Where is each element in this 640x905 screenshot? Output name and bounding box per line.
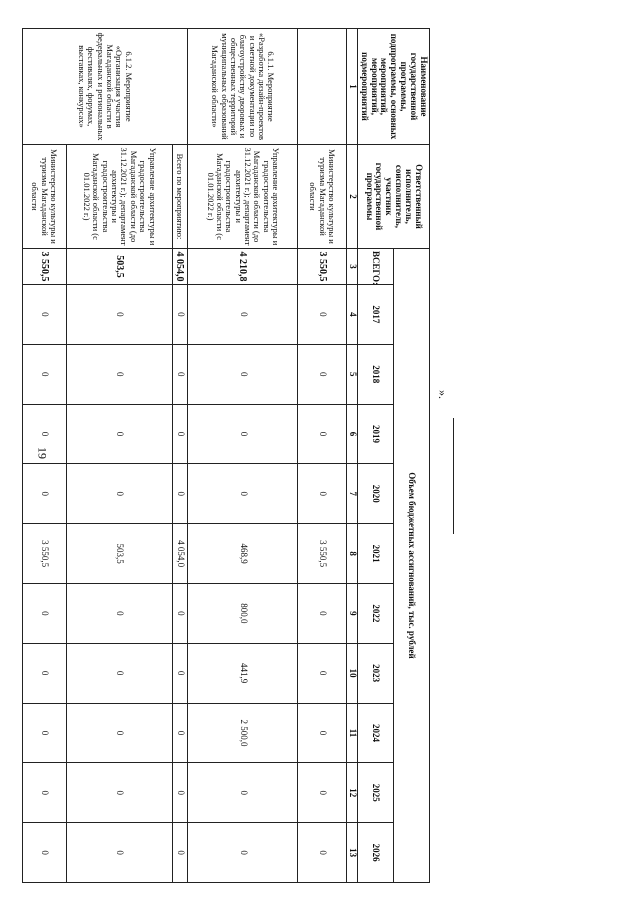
budget-table-wrap [30, 28, 430, 882]
row-value: 0 [66, 643, 172, 703]
column-index: 1 [346, 29, 357, 145]
header-total: ВСЕГО: [357, 249, 393, 285]
row-value: 0 [66, 703, 172, 763]
row-value: 0 [66, 404, 172, 464]
row-name [298, 29, 347, 145]
row-value: 0 [298, 583, 347, 643]
row-executor: Министерство культуры и туризма Магаданской области [298, 145, 347, 249]
row-value: 0 [298, 823, 347, 883]
row-value: 0 [66, 763, 172, 823]
row-value: 0 [188, 763, 298, 823]
row-executor: Управление архитектуры и градостроительства Магаданской области (до 31.12.2021 г.); департамент архитектуры и градостроительства Магаданской области (с 01.01.2022 г.) [66, 145, 172, 249]
row-value: 0 [172, 763, 187, 823]
row-value: 0 [188, 823, 298, 883]
row-value: 0 [66, 823, 172, 883]
row-value: 0 [188, 285, 298, 345]
row-value: 0 [66, 583, 172, 643]
row-value: 0 [22, 344, 66, 404]
row-total: 3 550,5 [22, 249, 66, 285]
row-value: 0 [172, 583, 187, 643]
row-total: 503,5 [66, 249, 172, 285]
row-value: 0 [172, 823, 187, 883]
row-total: 4 210,8 [188, 249, 298, 285]
row-value: 0 [22, 703, 66, 763]
header-name: Наименование государственной программы, подпрограммы, основных мероприятий, мероприятий, подмероприятий [357, 29, 429, 145]
column-index: 10 [346, 643, 357, 703]
row-value: 3 550,5 [298, 524, 347, 584]
column-index: 12 [346, 763, 357, 823]
row-value: 0 [66, 285, 172, 345]
header-year: 2018 [357, 344, 393, 404]
row-value: 0 [22, 823, 66, 883]
row-value: 0 [188, 344, 298, 404]
table-row [188, 29, 298, 883]
end-line [453, 418, 454, 534]
page-number: 19 [35, 447, 50, 459]
column-index: 6 [346, 404, 357, 464]
row-value: 0 [172, 404, 187, 464]
row-executor: Министерство культуры и туризма Магаданской области [22, 145, 66, 249]
row-executor: Всего по мероприятию: [172, 145, 187, 249]
row-value: 0 [298, 703, 347, 763]
row-value: 800,0 [188, 583, 298, 643]
header-year: 2023 [357, 643, 393, 703]
header-volume: Объем бюджетных ассигнований, тыс. рублей [393, 249, 429, 883]
end-mark: ». [436, 390, 450, 399]
header-year: 2025 [357, 763, 393, 823]
row-value: 0 [22, 464, 66, 524]
row-value: 0 [298, 344, 347, 404]
row-value: 503,5 [66, 524, 172, 584]
row-value: 0 [66, 344, 172, 404]
column-index: 2 [346, 145, 357, 249]
row-value: 0 [298, 763, 347, 823]
row-value: 3 550,5 [22, 524, 66, 584]
row-value: 0 [172, 464, 187, 524]
column-index: 11 [346, 703, 357, 763]
header-year: 2019 [357, 404, 393, 464]
column-index-row [346, 29, 357, 883]
header-row-1 [393, 29, 429, 883]
row-value: 441,9 [188, 643, 298, 703]
column-index: 5 [346, 344, 357, 404]
header-year: 2026 [357, 823, 393, 883]
row-value: 468,9 [188, 524, 298, 584]
row-value: 0 [298, 643, 347, 703]
column-index: 13 [346, 823, 357, 883]
header-year: 2017 [357, 285, 393, 345]
row-value: 0 [298, 285, 347, 345]
row-value: 0 [172, 285, 187, 345]
row-value: 0 [22, 643, 66, 703]
header-year: 2020 [357, 464, 393, 524]
row-value: 0 [66, 464, 172, 524]
budget-table [22, 28, 430, 883]
header-executor: Ответственный исполнитель, соисполнитель, участник государственной программы [357, 145, 429, 249]
header-year: 2024 [357, 703, 393, 763]
table-row [66, 29, 172, 883]
row-name: 6.1.2. Мероприятие «Организация участия Магаданской области в федеральных и региональных фестивалях, форумах, выставках, конкурсах» [22, 29, 187, 145]
table-row [22, 29, 66, 883]
row-value: 4 054,0 [172, 524, 187, 584]
row-value: 0 [172, 344, 187, 404]
row-name: 6.1.1. Мероприятие «Разработка дизайн-проектов и сметной документации по благоустройству дворовых и общественных территорий муниципальных образований Магаданской области» [188, 29, 298, 145]
row-value: 0 [172, 703, 187, 763]
header-year: 2022 [357, 583, 393, 643]
row-value: 0 [188, 464, 298, 524]
row-total: 3 550,5 [298, 249, 347, 285]
row-value: 0 [188, 404, 298, 464]
column-index: 3 [346, 249, 357, 285]
table-row [298, 29, 347, 883]
row-value: 0 [298, 404, 347, 464]
row-value: 0 [22, 404, 66, 464]
table-row [172, 29, 187, 883]
row-total: 4 054,0 [172, 249, 187, 285]
row-value: 0 [22, 763, 66, 823]
column-index: 9 [346, 583, 357, 643]
row-value: 0 [298, 464, 347, 524]
row-executor: Управление архитектуры и градостроительства Магаданской области (до 31.12.2021 г.); департамент архитектуры и градостроительства Магаданской области (с 01.01.2022 г.) [188, 145, 298, 249]
column-index: 4 [346, 285, 357, 345]
column-index: 7 [346, 464, 357, 524]
header-year: 2021 [357, 524, 393, 584]
row-value: 0 [22, 285, 66, 345]
row-value: 0 [22, 583, 66, 643]
column-index: 8 [346, 524, 357, 584]
row-value: 0 [172, 643, 187, 703]
row-value: 2 500,0 [188, 703, 298, 763]
